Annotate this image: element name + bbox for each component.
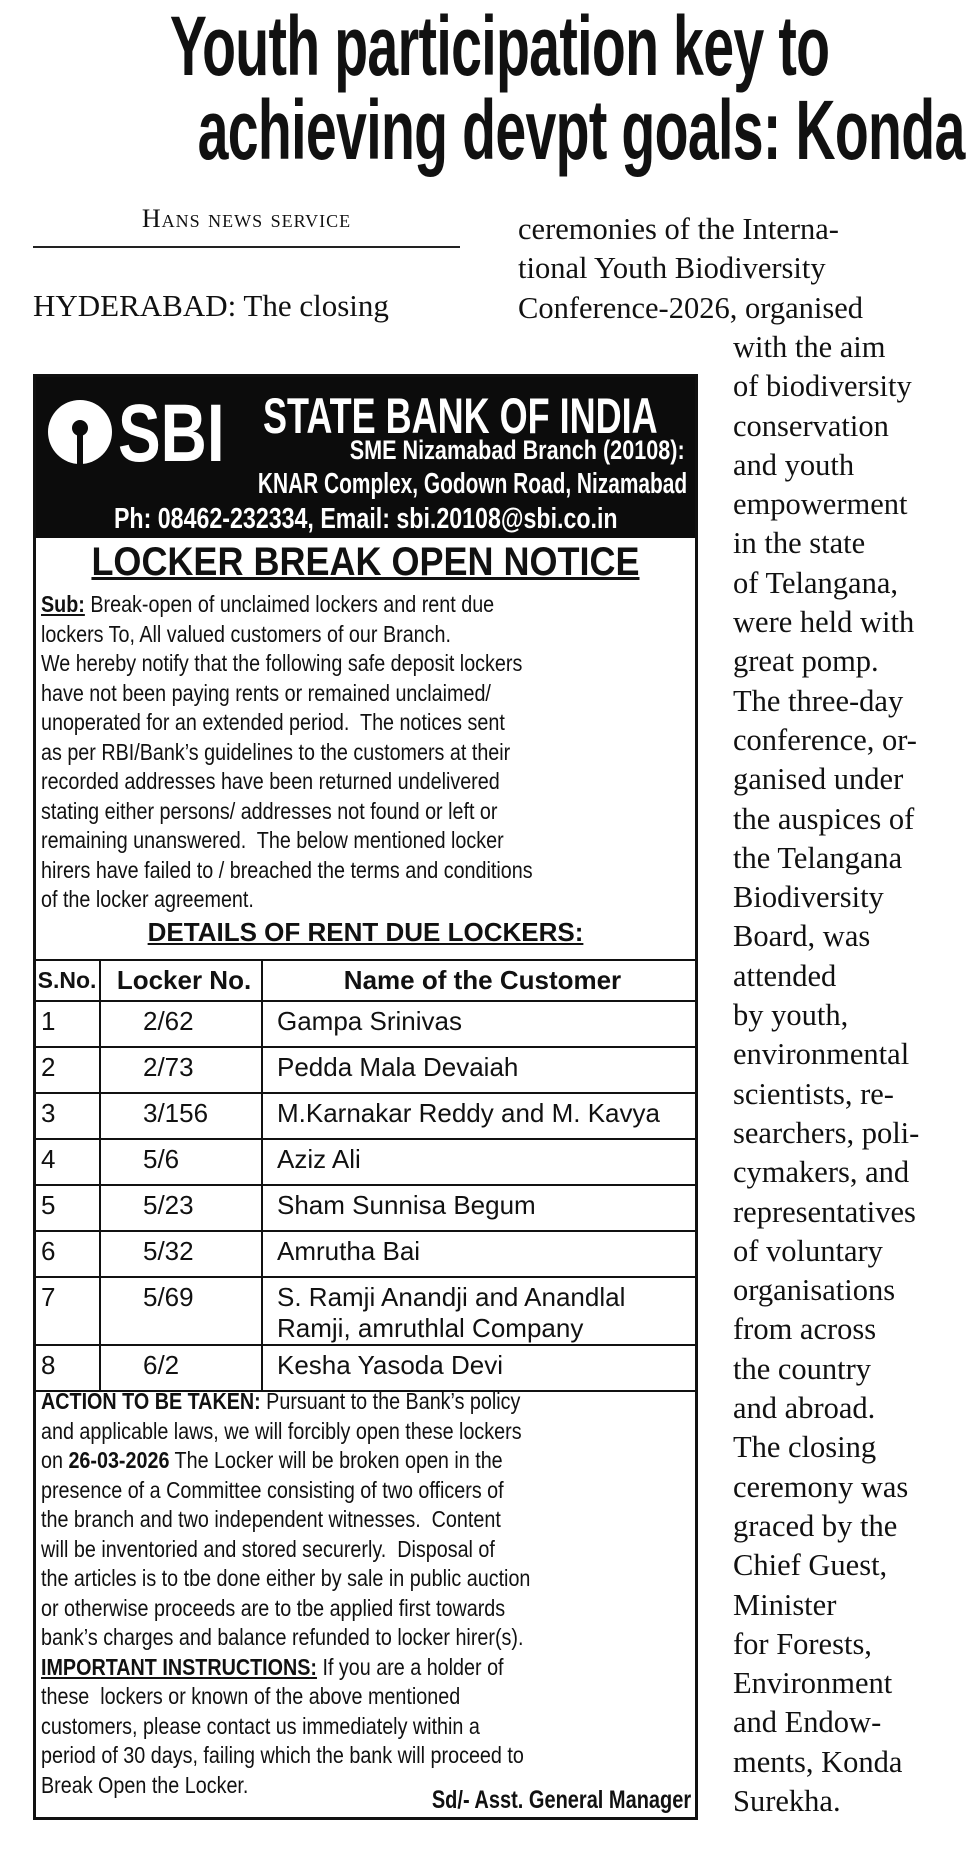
column-line: ceremony was <box>733 1469 909 1504</box>
action-text <box>41 1653 504 1683</box>
action-text: the articles is to tbe done either by sale in public auction <box>41 1565 531 1591</box>
intro-text: recorded addresses have been returned undelivered <box>41 768 500 794</box>
locker-notice-ad <box>33 374 698 1820</box>
notice-intro <box>41 590 688 915</box>
cell-sno: 7 <box>34 1277 100 1345</box>
column-line: conservation <box>733 408 889 443</box>
intro-text <box>41 885 254 915</box>
column-line: empowerment <box>733 487 908 522</box>
cell-sno: 6 <box>34 1231 100 1277</box>
column-line: The closing <box>733 1430 877 1465</box>
action-line <box>41 1505 688 1535</box>
intro-text <box>41 590 494 620</box>
column-line: of biodiversity <box>733 369 912 404</box>
branch-name: SME Nizamabad Branch (20108): <box>350 435 685 465</box>
action-text <box>41 1623 523 1653</box>
headline-line-1: Youth participation key to <box>169 0 830 93</box>
intro-text <box>41 826 504 856</box>
intro-text: have not been paying rents or remained unclaimed/ <box>41 679 491 706</box>
intro-line <box>41 708 688 738</box>
col-customer: Name of the Customer <box>262 960 697 1001</box>
column-line: the auspices of <box>733 801 915 836</box>
column-line: and youth <box>733 447 855 482</box>
column-line: of Telangana, <box>733 565 898 600</box>
column-line: ganised under <box>733 762 904 797</box>
instructions-text: Break Open the Locker. <box>41 1771 249 1798</box>
column-line: ceremonies of the Interna- <box>518 212 839 246</box>
intro-text: stating either persons/ addresses not found or left or <box>41 797 498 824</box>
column-line: The three-day <box>733 683 904 718</box>
action-text <box>41 1594 505 1624</box>
table-row <box>34 1093 697 1139</box>
action-text <box>41 1741 524 1771</box>
column-line: cymakers, and <box>733 1155 910 1190</box>
contact-info: Ph: 08462-232334, Email: sbi.20108@sbi.co.in <box>113 503 618 535</box>
column-line: Biodiversity <box>733 880 884 915</box>
action-text: The Locker will be broken open in the <box>169 1447 503 1473</box>
cell-locker: 6/2 <box>100 1345 262 1391</box>
column-line: Environment <box>733 1666 893 1701</box>
intro-text: of the locker agreement. <box>41 886 254 912</box>
action-text <box>41 1712 480 1742</box>
column-line: Surekha. <box>733 1784 841 1818</box>
intro-text: remaining unanswered. The below mentioned locker <box>41 827 504 853</box>
sbi-logo <box>46 395 246 474</box>
column-line: environmental <box>733 1037 910 1072</box>
action-line <box>41 1564 688 1594</box>
intro-line <box>41 767 688 797</box>
action-text <box>41 1417 522 1447</box>
action-text <box>41 1446 503 1476</box>
intro-text <box>41 856 533 886</box>
cell-sno: 3 <box>34 1093 100 1139</box>
intro-line <box>41 797 688 827</box>
action-line <box>41 1653 688 1683</box>
column-line: tional Youth Biodiversity <box>518 251 826 286</box>
column-line: representatives <box>733 1194 916 1229</box>
intro-line <box>41 856 688 886</box>
cell-locker: 2/62 <box>100 1001 262 1047</box>
column-line: for Forests, <box>733 1626 872 1661</box>
action-line <box>41 1623 688 1653</box>
column-line: attended <box>733 958 837 993</box>
action-section <box>41 1387 688 1800</box>
intro-text: We hereby notify that the following safe deposit lockers <box>41 650 523 676</box>
table-row <box>34 1001 697 1047</box>
cell-customer: S. Ramji Anandji and Anandlal Ramji, amruthlal Company <box>262 1277 697 1345</box>
action-text: will be inventoried and stored securerly. Disposal of <box>41 1535 495 1562</box>
action-text <box>41 1476 504 1506</box>
cell-customer: Kesha Yasoda Devi <box>262 1345 697 1391</box>
action-line <box>41 1741 688 1771</box>
col-sno: S.No. <box>34 960 100 1001</box>
cell-locker: 5/69 <box>100 1277 262 1345</box>
action-line <box>41 1417 688 1447</box>
action-text: presence of a Committee consisting of two officers of <box>41 1476 504 1503</box>
dateline: HYDERABAD: The closing <box>33 288 389 323</box>
column-line: Minister <box>733 1587 837 1622</box>
instructions-text: these lockers or known of the above mentioned <box>41 1683 461 1709</box>
instructions-text: If you are a holder of <box>316 1653 504 1680</box>
ad-header <box>36 377 695 538</box>
cell-customer: Pedda Mala Devaiah <box>262 1047 697 1093</box>
intro-line <box>41 649 688 679</box>
column-line: the Telangana <box>733 840 903 875</box>
cell-sno: 2 <box>34 1047 100 1093</box>
table-row <box>34 1185 697 1231</box>
intro-text <box>41 767 500 797</box>
notice-title: LOCKER BREAK OPEN NOTICE <box>91 540 640 584</box>
col-locker: Locker No. <box>100 960 262 1001</box>
action-line <box>41 1446 688 1476</box>
cell-customer: Gampa Srinivas <box>262 1001 697 1047</box>
signature: Sd/- Asst. General Manager <box>431 1786 691 1814</box>
action-text <box>41 1505 501 1535</box>
sub-label: Sub: <box>41 591 85 617</box>
logo-text: SBI <box>118 395 225 469</box>
action-text <box>41 1535 495 1565</box>
action-text: bank’s charges and balance refunded to locker hirer(s). <box>41 1624 524 1650</box>
column-line: and abroad. <box>733 1391 876 1425</box>
headline-line-2: achieving devpt goals: Konda <box>197 83 965 177</box>
action-text: the branch and two independent witnesses. Content <box>41 1506 501 1532</box>
cell-locker: 5/32 <box>100 1231 262 1277</box>
intro-line <box>41 885 688 915</box>
cell-customer: Aziz Ali <box>262 1139 697 1185</box>
intro-text: as per RBI/Bank’s guidelines to the customers at their <box>41 738 511 765</box>
column-line: were held with <box>733 605 915 639</box>
column-line: Chief Guest, <box>733 1548 888 1583</box>
column-line: graced by the <box>733 1508 898 1543</box>
cell-locker: 3/156 <box>100 1093 262 1139</box>
action-line <box>41 1387 688 1417</box>
cell-sno: 4 <box>34 1139 100 1185</box>
action-date: 26-03-2026 <box>68 1447 170 1473</box>
cell-locker: 2/73 <box>100 1047 262 1093</box>
column-line: from across <box>733 1312 877 1347</box>
table-row <box>34 1277 697 1345</box>
action-text <box>41 1682 460 1712</box>
column-line: organisations <box>733 1273 896 1308</box>
intro-text <box>41 738 510 768</box>
intro-text <box>41 620 451 650</box>
column-line: searchers, poli- <box>733 1115 920 1150</box>
action-text: on <box>41 1447 69 1473</box>
table-row <box>34 1231 697 1277</box>
intro-text: hirers have failed to / breached the terms and conditions <box>41 856 533 883</box>
action-text: and applicable laws, we will forcibly open these lockers <box>41 1417 522 1444</box>
table-header-row <box>34 960 697 1001</box>
instructions-text: period of 30 days, failing which the bank will proceed to <box>41 1742 524 1768</box>
column-line: the country <box>733 1351 872 1386</box>
action-text <box>41 1387 520 1417</box>
intro-text: lockers To, All valued customers of our Branch. <box>41 620 451 647</box>
action-line <box>41 1476 688 1506</box>
action-line <box>41 1682 688 1712</box>
column-line: Board, was <box>733 919 871 954</box>
action-line <box>41 1712 688 1742</box>
action-text: Pursuant to the Bank’s policy <box>260 1388 521 1414</box>
table-row <box>34 1047 697 1093</box>
column-line: with the aim <box>733 329 886 364</box>
column-line: scientists, re- <box>733 1076 894 1111</box>
byline: Hans news service <box>141 204 352 233</box>
instructions-text: customers, please contact us immediately within a <box>41 1712 480 1739</box>
details-heading: DETAILS OF RENT DUE LOCKERS: <box>147 917 584 947</box>
cell-sno: 8 <box>34 1345 100 1391</box>
column-line: great pomp. <box>733 644 879 679</box>
table-row <box>34 1345 697 1391</box>
action-text: or otherwise proceeds are to tbe applied first towards <box>41 1594 506 1621</box>
intro-line <box>41 826 688 856</box>
action-line <box>41 1535 688 1565</box>
intro-line <box>41 679 688 709</box>
action-line <box>41 1594 688 1624</box>
intro-text <box>41 649 522 679</box>
cell-sno: 5 <box>34 1185 100 1231</box>
column-line: of voluntary <box>733 1233 883 1268</box>
intro-text: Break-open of unclaimed lockers and rent due <box>84 591 495 617</box>
intro-text: unoperated for an extended period. The notices sent <box>41 709 505 735</box>
cell-customer: Sham Sunnisa Begum <box>262 1185 697 1231</box>
locker-table <box>33 959 698 1392</box>
column-line: Conference-2026, organised <box>518 290 863 325</box>
cell-locker: 5/23 <box>100 1185 262 1231</box>
instructions-label: IMPORTANT INSTRUCTIONS: <box>41 1653 317 1680</box>
bank-name: STATE BANK OF INDIA <box>263 388 658 444</box>
intro-text <box>41 797 497 827</box>
cell-customer: Amrutha Bai <box>262 1231 697 1277</box>
cell-sno: 1 <box>34 1001 100 1047</box>
column-line: and Endow- <box>733 1705 882 1740</box>
intro-text <box>41 708 505 738</box>
action-text <box>41 1771 248 1801</box>
table-row <box>34 1139 697 1185</box>
byline-divider <box>33 246 460 248</box>
action-text <box>41 1564 530 1594</box>
intro-line <box>41 738 688 768</box>
branch-address: KNAR Complex, Godown Road, Nizamabad <box>257 468 687 500</box>
column-line: in the state <box>733 526 866 561</box>
cell-customer: M.Karnakar Reddy and M. Kavya <box>262 1093 697 1139</box>
cell-locker: 5/6 <box>100 1139 262 1185</box>
column-line: ments, Konda <box>733 1744 903 1779</box>
column-line: by youth, <box>733 998 849 1032</box>
intro-line <box>41 620 688 650</box>
action-label: ACTION TO BE TAKEN: <box>41 1388 261 1414</box>
intro-text <box>41 679 491 709</box>
column-line: conference, or- <box>733 722 917 757</box>
intro-line <box>41 590 688 620</box>
